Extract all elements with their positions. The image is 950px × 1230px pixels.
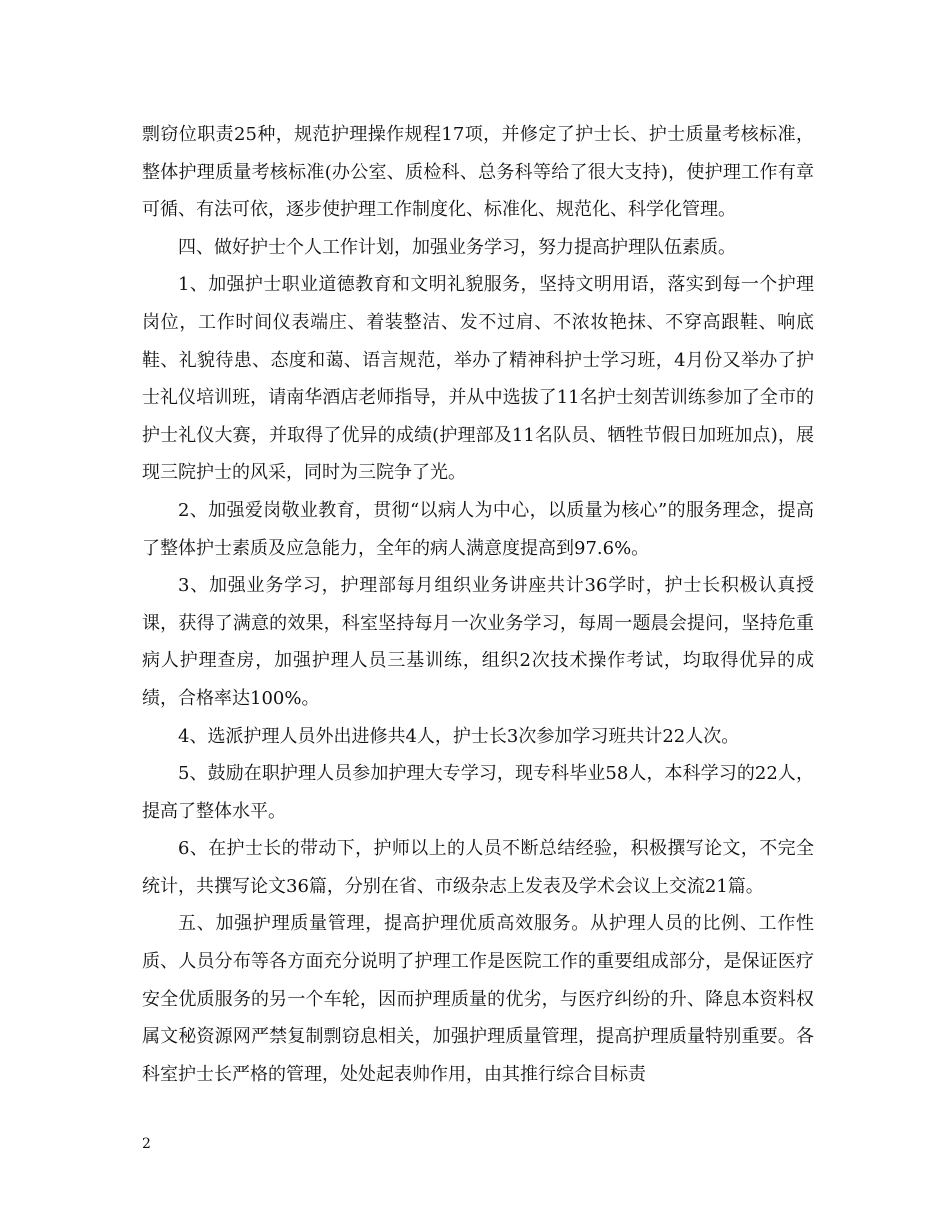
paragraph-6: 4、选派护理人员外出进修共4人，护士长3次参加学习班共计22人次。	[178, 725, 740, 747]
page-number: 2	[142, 1136, 151, 1152]
paragraph-7: 5、鼓励在职护理人员参加护理大专学习，现专科毕业58人，本科学习的22人，提高了整体水平。	[142, 763, 814, 822]
document-body	[142, 116, 814, 1093]
paragraph-3: 1、加强护士职业道德教育和文明礼貌服务，坚持文明用语，落实到每一个护理岗位，工作时间仪表端庄、着装整洁、发不过肩、不浓妆艳抹、不穿高跟鞋、响底鞋、礼貌待患、态度和蔼、语言规范，举办了精神科护士学习班，4月份又举办了护士礼仪培训班，请南华酒店老师指导，并从中选拔了11名护士刻苦训练参加了全市的护士礼仪大赛，并取得了优异的成绩(护理部及11名队员、牺牲节假日加班加点)，展现三院护士的风采，同时为三院争了光。	[142, 274, 814, 484]
paragraph-5: 3、加强业务学习，护理部每月组织业务讲座共计36学时，护士长积极认真授课，获得了满意的效果，科室坚持每月一次业务学习，每周一题晨会提问，坚持危重病人护理查房，加强护理人员三基训练，组织2次技术操作考试，均取得优异的成绩，合格率达100%。	[142, 575, 814, 709]
paragraph-1: 剽窃位职责25种，规范护理操作规程17项，并修定了护士长、护士质量考核标准，整体护理质量考核标准(办公室、质检科、总务科等给了很大支持)，使护理工作有章可循、有法可依，逐步使护理工作制度化、标准化、规范化、科学化管理。	[142, 124, 814, 221]
paragraph-4: 2、加强爱岗敬业教育，贯彻“以病人为中心，以质量为核心”的服务理念，提高了整体护士素质及应急能力，全年的病人满意度提高到97.6%。	[142, 499, 814, 559]
paragraph-8: 6、在护士长的带动下，护师以上的人员不断总结经验，积极撰写论文，不完全统计，共撰写论文36篇，分别在省、市级杂志上发表及学术会议上交流21篇。	[142, 838, 814, 897]
paragraph-9: 五、加强护理质量管理，提高护理优质高效服务。从护理人员的比例、工作性质、人员分布等各方面充分说明了护理工作是医院工作的重要组成部分，是保证医疗安全优质服务的另一个车轮，因而护理质量的优劣，与医疗纠纷的升、降息本资料权属文秘资源网严禁复制剽窃息相关，加强护理质量管理，提高护理质量特别重要。各科室护士长严格的管理，处处起表帅作用，由其推行综合目标责	[142, 913, 814, 1085]
paragraph-2: 四、做好护士个人工作计划，加强业务学习，努力提高护理队伍素质。	[178, 236, 736, 258]
